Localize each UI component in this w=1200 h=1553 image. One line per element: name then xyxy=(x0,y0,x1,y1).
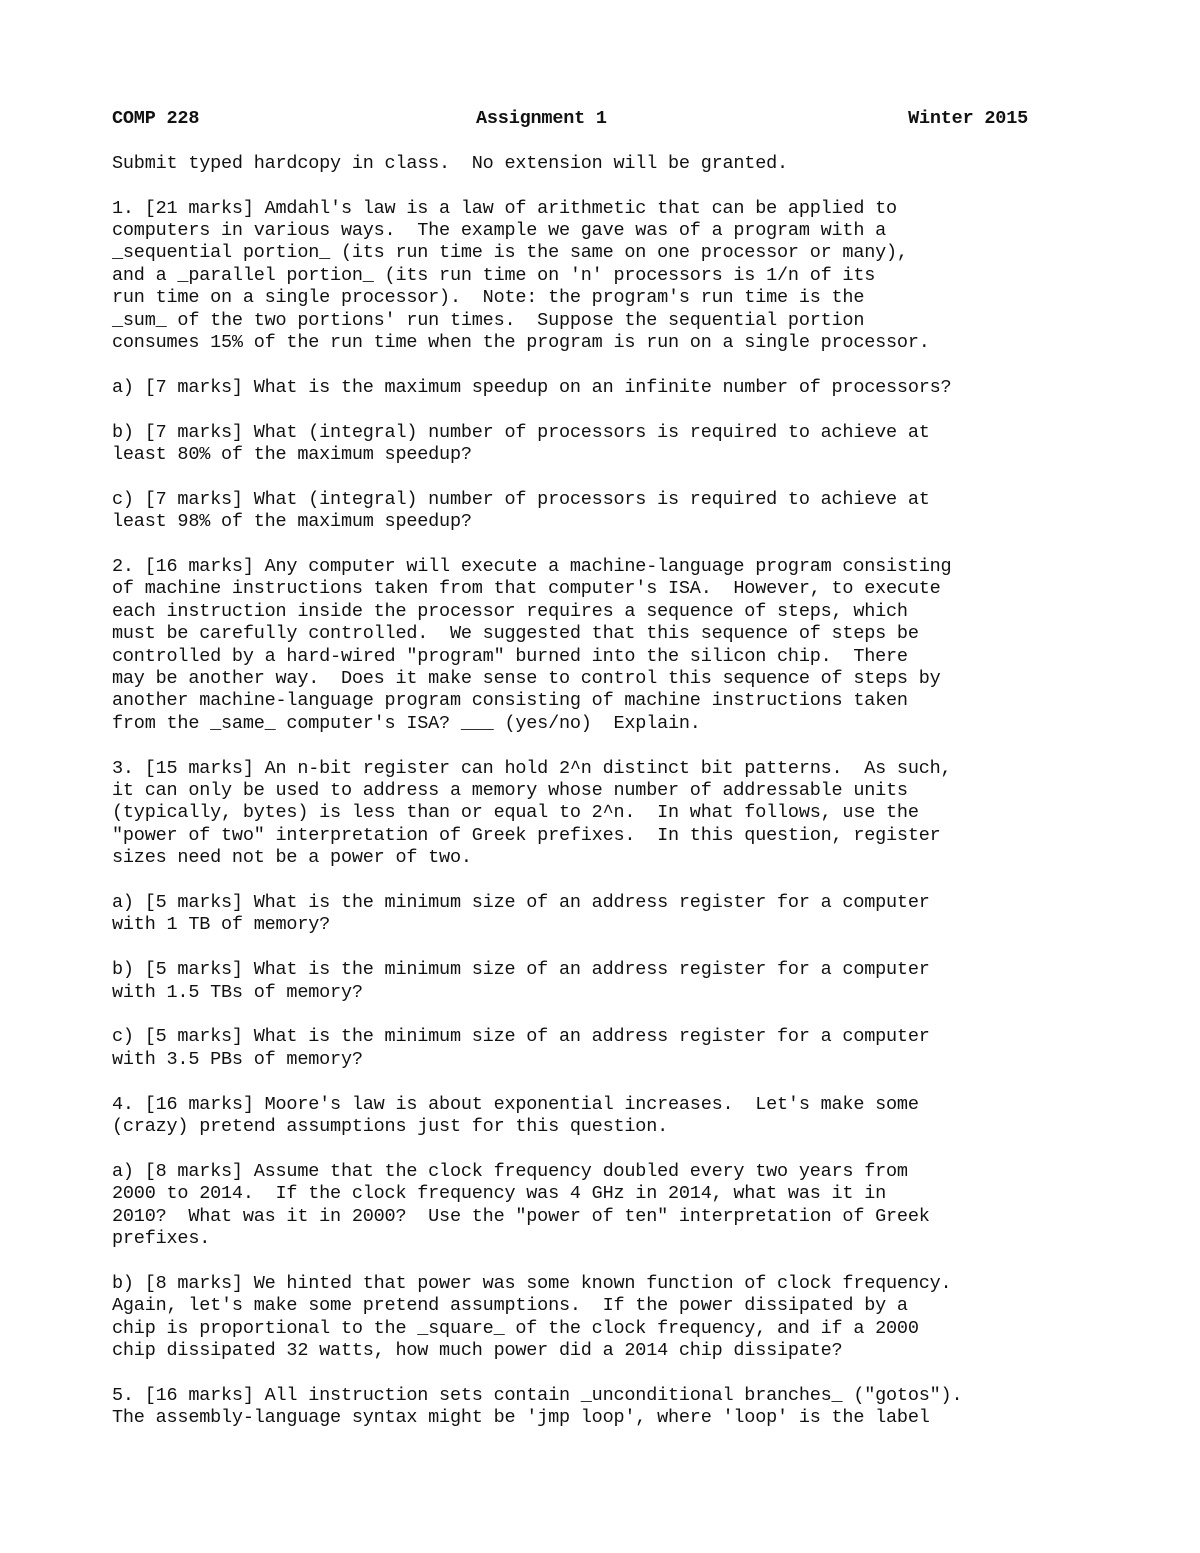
spacer xyxy=(112,1139,1032,1161)
submission-instructions: Submit typed hardcopy in class. No extension will be granted. xyxy=(112,152,788,174)
document-header xyxy=(112,108,1032,130)
question-3b: b) [5 marks] What is the minimum size of an address register for a computer with 1.5 TBs of memory? xyxy=(112,959,930,1003)
spacer xyxy=(112,937,1032,959)
spacer xyxy=(112,466,1032,488)
document-title: Assignment 1 xyxy=(476,108,607,129)
spacer xyxy=(112,399,1032,421)
question-3: 3. [15 marks] An n-bit register can hold 2^n distinct bit patterns. As such, it can only be used to address a memory whose number of addressable units (typically, bytes) is less than or equal to 2^n. In what follows, use the "power of two" interpretation of Greek prefixes. In this question, register sizes need not be a power of two. xyxy=(112,757,952,869)
spacer xyxy=(112,1363,1032,1385)
spacer xyxy=(112,175,1032,197)
question-4b: b) [8 marks] We hinted that power was some known function of clock frequency. Again, let's make some pretend assumptions. If the power dissipated by a chip is proportional to the _square_ of the clock frequency, and if a 2000 chip dissipated 32 watts, how much power did a 2014 chip dissipate? xyxy=(112,1272,952,1362)
question-5: 5. [16 marks] All instruction sets contain _unconditional branches_ ("gotos"). The assembly-language syntax might be 'jmp loop', where 'loop' is the label xyxy=(112,1384,963,1429)
spacer xyxy=(112,1251,1032,1273)
spacer xyxy=(112,870,1032,892)
question-3a: a) [5 marks] What is the minimum size of an address register for a computer with 1 TB of memory? xyxy=(112,892,930,936)
course-code: COMP 228 xyxy=(112,108,200,129)
spacer xyxy=(112,1004,1032,1026)
question-1: 1. [21 marks] Amdahl's law is a law of arithmetic that can be applied to computers in various ways. The example we gave was of a program with a _sequential portion_ (its run time is the same on one processor or many), and a _parallel portion_ (its run time on 'n' processors is 1/n of its run time on a single processor). Note: the program's run time is the _sum_ of the two portions' run times. Suppose the sequential portion consumes 15% of the run time when the program is run on a single processor. xyxy=(112,197,930,354)
question-4a: a) [8 marks] Assume that the clock frequency doubled every two years from 2000 to 2014. If the clock frequency was 4 GHz in 2014, what was it in 2010? What was it in 2000? Use the "power of ten" interpretation of Greek prefixes. xyxy=(112,1160,930,1250)
term-label: Winter 2015 xyxy=(908,108,1028,129)
question-1b: b) [7 marks] What (integral) number of processors is required to achieve at least 80% of the maximum speedup? xyxy=(112,421,930,466)
question-4: 4. [16 marks] Moore's law is about exponential increases. Let's make some (crazy) pretend assumptions just for this question. xyxy=(112,1093,919,1138)
spacer xyxy=(112,130,1032,152)
spacer xyxy=(112,1071,1032,1093)
question-3c: c) [5 marks] What is the minimum size of an address register for a computer with 3.5 PBs of memory? xyxy=(112,1026,930,1070)
question-1c: c) [7 marks] What (integral) number of processors is required to achieve at least 98% of the maximum speedup? xyxy=(112,488,930,533)
question-1a: a) [7 marks] What is the maximum speedup on an infinite number of processors? xyxy=(112,376,952,398)
spacer xyxy=(112,735,1032,757)
spacer xyxy=(112,354,1032,376)
spacer xyxy=(112,534,1032,556)
question-2: 2. [16 marks] Any computer will execute a machine-language program consisting of machine instructions taken from that computer's ISA. However, to execute each instruction inside the processor requires a sequence of steps, which must be carefully controlled. We suggested that this sequence of steps be controlled by a hard-wired "program" burned into the silicon chip. There may be another way. Does it make sense to control this sequence of steps by another machine-language program consisting of machine instructions taken from the _same_ computer's ISA? ___ (yes/no) Explain. xyxy=(112,556,952,734)
assignment-page xyxy=(112,108,1032,1430)
